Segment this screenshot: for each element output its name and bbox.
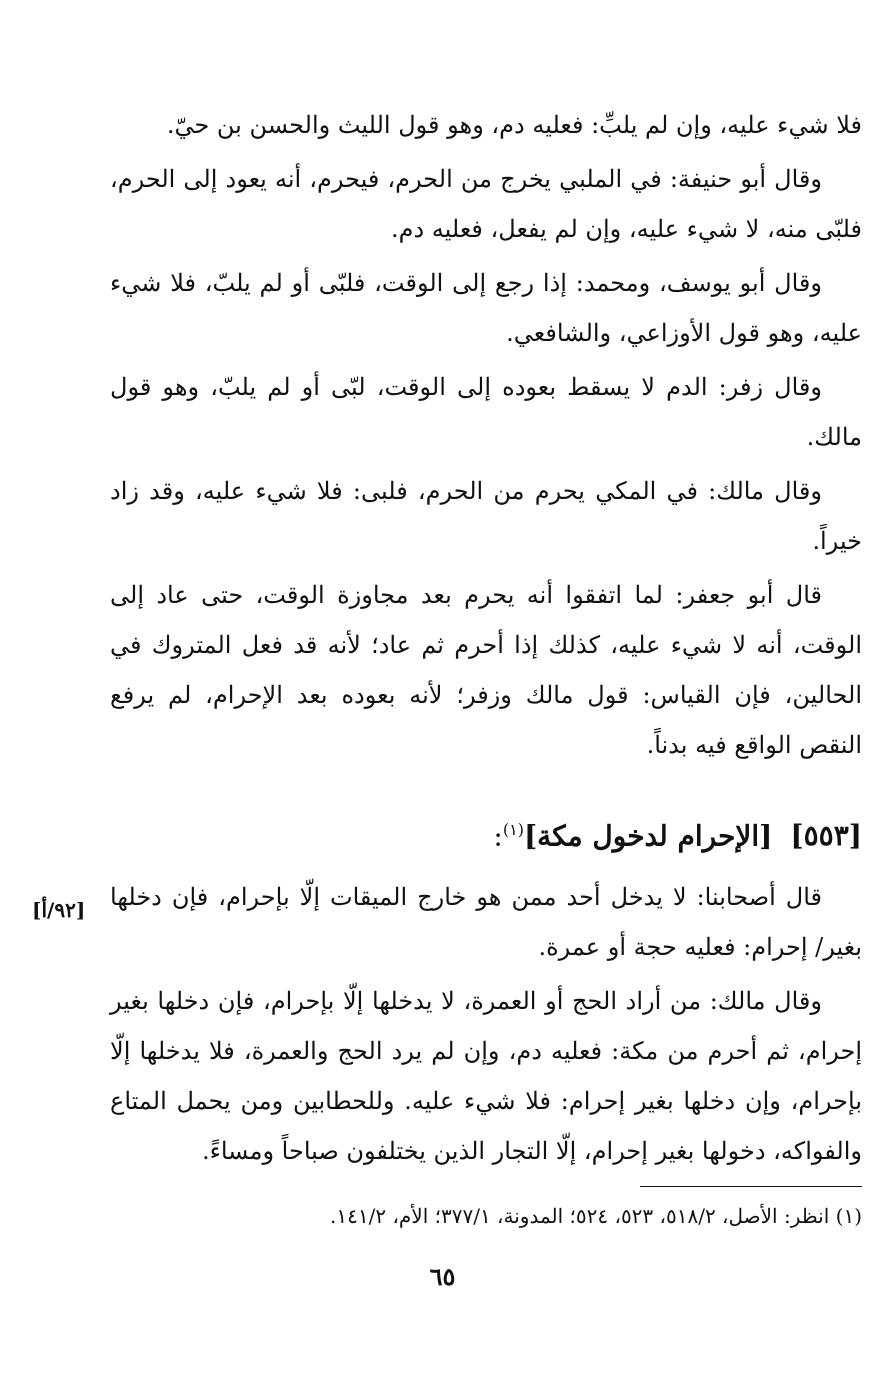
paragraph-4: وقال زفر: الدم لا يسقط بعوده إلى الوقت، لبّى أو لم يلبّ، وهو قول مالك.	[110, 373, 862, 451]
section-heading	[110, 804, 862, 862]
margin-folio-reference: [٩٢/أ]	[32, 898, 86, 922]
section-title: [الإحرام لدخول مكة]	[523, 819, 773, 853]
paragraph-3: وقال أبو يوسف، ومحمد: إذا رجع إلى الوقت، فلبّى أو لم يلبّ، فلا شيء عليه، وهو قول الأوزاعي، والشافعي.	[110, 269, 862, 347]
footnote-mark: (١)	[502, 820, 524, 839]
paragraph-6: قال أبو جعفر: لما اتفقوا أنه يحرم بعد مجاوزة الوقت، حتى عاد إلى الوقت، أنه لا شيء عليه، كذلك إذا أحرم ثم عاد؛ لأنه قد فعل المتروك في الحالين، فإن القياس: قول مالك وزفر؛ لأنه بعوده بعد الإحرام، لم يرفع النقص الواقع فيه بدناً.	[110, 581, 862, 759]
section-number: [٥٥٣]	[790, 819, 862, 853]
footnote: (١) انظر: الأصل، ٥١٨/٢، ٥٢٣، ٥٢٤؛ المدونة، ٣٧٧/١؛ الأم، ١٤١/٢.	[330, 1204, 862, 1228]
page-body	[110, 100, 862, 1180]
paragraph-1: فلا شيء عليه، وإن لم يلبِّ: فعليه دم، وهو قول الليث والحسن بن حيّ.	[166, 111, 862, 139]
paragraph-2: وقال أبو حنيفة: في الملبي يخرج من الحرم، فيحرم، أنه يعود إلى الحرم، فلبّى منه، لا شيء عليه، وإن لم يفعل، فعليه دم.	[110, 165, 862, 243]
paragraph-5: وقال مالك: في المكي يحرم من الحرم، فلبى: فلا شيء عليه، وقد زاد خيراً.	[110, 477, 862, 555]
heading-colon: :	[493, 819, 503, 853]
page-number: ٦٥	[429, 1262, 456, 1291]
paragraph-7: قال أصحابنا: لا يدخل أحد ممن هو خارج الميقات إلّا بإحرام، فإن دخلها بغير/ إحرام: فعليه حجة أو عمرة.	[110, 883, 862, 962]
paragraph-8: وقال مالك: من أراد الحج أو العمرة، لا يدخلها إلّا بإحرام، فإن دخلها بغير إحرام، ثم أحرم من مكة: فعليه دم، وإن لم يرد الحج والعمرة، فلا يدخلها إلّا بإحرام، وإن دخلها بغير إحرام: فلا شيء عليه. وللحطابين ومن يحمل المتاع والفواكه، دخولها بغير إحرام، إلّا التجار الذين يختلفون صباحاً ومساءً.	[110, 987, 862, 1166]
footnote-divider	[640, 1186, 862, 1187]
